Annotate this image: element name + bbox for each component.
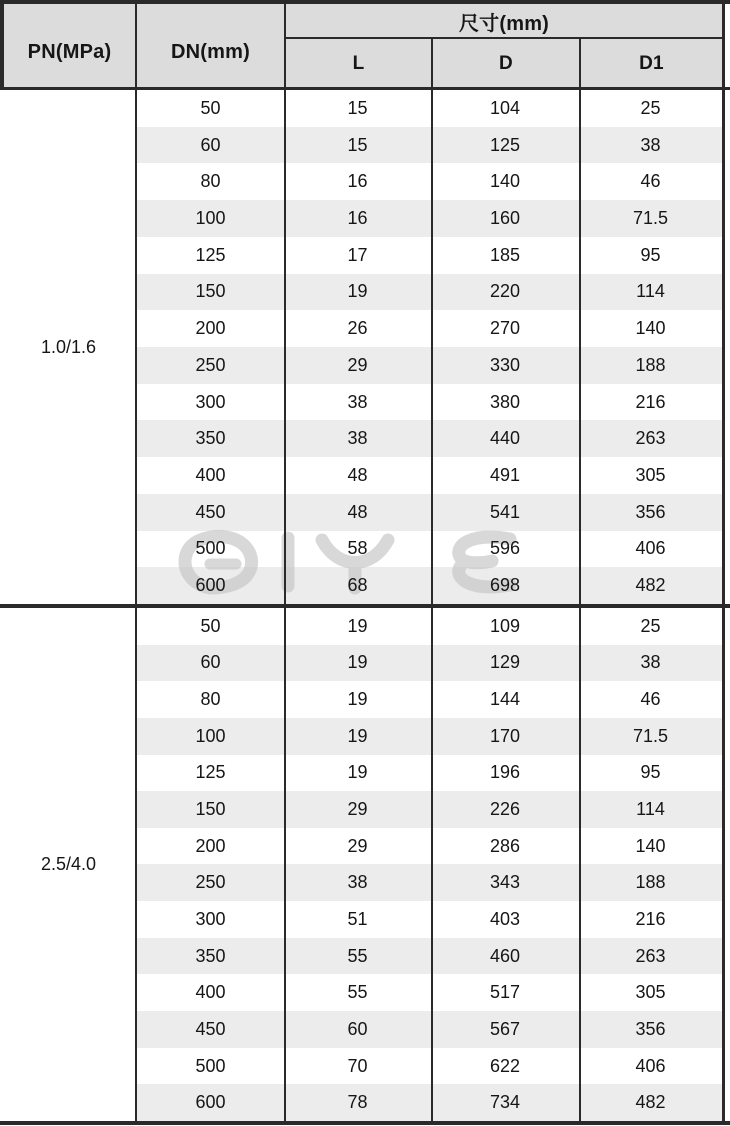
table-cell: 567 [489,1018,521,1039]
table-cell: 104 [489,97,521,118]
table-row [137,828,722,865]
table-cell: 350 [195,428,226,449]
table-cell: 58 [347,538,368,559]
table-cell: 250 [195,354,226,375]
table-cell: 100 [195,207,226,228]
header-pn: PN(MPa) [27,41,112,63]
table-cell: 491 [489,464,521,485]
pn-value: 1.0/1.6 [0,90,137,604]
table-cell: 600 [195,575,226,596]
table-cell: 29 [347,835,368,856]
table-cell: 440 [489,428,521,449]
divider-pn-dn [135,0,137,1125]
table-cell: 50 [200,615,221,636]
table-cell: 330 [489,354,521,375]
table-cell: 125 [195,244,226,265]
table-row [137,1011,722,1048]
table-cell: 95 [640,762,661,783]
table-cell: 19 [347,725,368,746]
table-cell: 38 [640,134,661,155]
table-cell: 19 [347,689,368,710]
table-cell: 48 [347,501,368,522]
table-cell: 38 [640,652,661,673]
table-cell: 50 [200,97,221,118]
group-rows [137,90,722,604]
table-row [137,681,722,718]
table-row [137,645,722,682]
table-cell: 19 [347,615,368,636]
table-row [137,531,722,568]
table-cell: 140 [635,835,666,856]
table-top-border [0,0,730,4]
table-cell: 170 [489,725,521,746]
table-cell: 125 [489,134,521,155]
table-row [137,274,722,311]
table-row [137,420,722,457]
table-cell: 226 [489,799,521,820]
table-cell: 188 [635,872,666,893]
table-row [137,237,722,274]
table-row [137,791,722,828]
table-cell: 596 [489,538,521,559]
table-cell: 160 [489,207,521,228]
table-cell: 600 [195,1092,226,1113]
table-cell: 734 [489,1092,521,1113]
table-cell: 25 [640,97,661,118]
table-cell: 200 [195,835,226,856]
table-cell: 305 [635,464,666,485]
table-cell: 80 [200,171,221,192]
table-row [137,347,722,384]
table-row [137,718,722,755]
table-cell: 380 [489,391,521,412]
table-cell: 216 [635,908,666,929]
table-cell: 263 [635,428,666,449]
table-cell: 450 [195,1018,226,1039]
header-col-d1: D1 [639,53,664,74]
table-cell: 26 [347,318,368,339]
table-row [137,974,722,1011]
table-cell: 500 [195,538,226,559]
table-cell: 400 [195,982,226,1003]
table-row [137,608,722,645]
table-cell: 71.5 [632,725,669,746]
table-row [137,457,722,494]
table-cell: 68 [347,575,368,596]
group-separator-line [0,604,730,608]
table-cell: 622 [489,1055,521,1076]
table-cell: 16 [347,171,368,192]
table-cell: 15 [347,97,368,118]
table-cell: 482 [635,575,666,596]
table-cell: 216 [635,391,666,412]
table-row [137,1084,722,1121]
table-cell: 100 [195,725,226,746]
table-cell: 109 [489,615,521,636]
table-row [137,200,722,237]
header-dn: DN(mm) [171,41,250,63]
table-cell: 70 [347,1055,368,1076]
pn-group [0,90,730,604]
table-cell: 406 [635,538,666,559]
table-row [137,310,722,347]
table-cell: 38 [347,391,368,412]
table-cell: 140 [635,318,666,339]
table-cell: 196 [489,762,521,783]
table-row [137,755,722,792]
pn-value: 2.5/4.0 [0,608,137,1121]
table-cell: 114 [636,281,665,302]
table-row [137,163,722,200]
table-cell: 286 [489,835,521,856]
table-cell: 343 [489,872,521,893]
table-cell: 114 [636,799,665,820]
table-cell: 46 [640,689,661,710]
table-cell: 19 [347,652,368,673]
group-rows [137,608,722,1121]
divider-l-d [431,37,433,1125]
table-cell: 78 [347,1092,368,1113]
table-row [137,90,722,127]
table-cell: 29 [347,354,368,375]
header-bottom-border [0,87,730,90]
table-cell: 140 [489,171,521,192]
table-cell: 250 [195,872,226,893]
table-row [137,384,722,421]
table-cell: 185 [489,244,521,265]
table-cell: 60 [200,652,221,673]
table-cell: 60 [347,1018,368,1039]
table-cell: 95 [640,244,661,265]
table-cell: 55 [347,982,368,1003]
table-cell: 541 [489,501,521,522]
table-cell: 144 [489,689,521,710]
table-row [137,494,722,531]
table-cell: 129 [489,652,521,673]
table-cell: 403 [489,908,521,929]
table-cell: 482 [635,1092,666,1113]
table-bottom-border [0,1121,730,1125]
table-cell: 300 [195,391,226,412]
table-cell: 15 [347,134,368,155]
table-cell: 406 [635,1055,666,1076]
table-cell: 46 [640,171,661,192]
pn-group [0,608,730,1121]
table-cell: 517 [489,982,521,1003]
header-size: 尺寸(mm) [458,13,550,35]
table-row [137,127,722,164]
table-cell: 48 [347,464,368,485]
table-cell: 450 [195,501,226,522]
table-cell: 188 [635,354,666,375]
table-cell: 38 [347,428,368,449]
divider-d-d1 [579,37,581,1125]
header-col-d: D [499,53,513,74]
table-cell: 71.5 [632,207,669,228]
table-right-border [722,0,725,1125]
table-cell: 200 [195,318,226,339]
divider-dn-l [284,0,286,1125]
table-row [137,1048,722,1085]
header-col-l: L [352,53,365,74]
table-cell: 263 [635,945,666,966]
table-cell: 55 [347,945,368,966]
table-row [137,938,722,975]
table-cell: 16 [347,207,368,228]
table-row [137,901,722,938]
table-cell: 125 [195,762,226,783]
table-row [137,864,722,901]
table-cell: 150 [195,799,226,820]
size-header-divider [284,37,725,39]
table-cell: 38 [347,872,368,893]
table-cell: 400 [195,464,226,485]
header-left-border [0,0,4,90]
table-cell: 500 [195,1055,226,1076]
table-cell: 29 [347,799,368,820]
table-cell: 150 [195,281,226,302]
table-cell: 220 [489,281,521,302]
table-cell: 305 [635,982,666,1003]
table-cell: 356 [635,501,666,522]
table-cell: 51 [347,908,368,929]
table-cell: 270 [489,318,521,339]
table-cell: 19 [347,281,368,302]
table-cell: 17 [347,244,368,265]
table-cell: 350 [195,945,226,966]
table-cell: 300 [195,908,226,929]
table-cell: 698 [489,575,521,596]
table-cell: 25 [640,615,661,636]
table-cell: 19 [347,762,368,783]
table-cell: 60 [200,134,221,155]
table-cell: 460 [489,945,521,966]
table-cell: 80 [200,689,221,710]
table-cell: 356 [635,1018,666,1039]
table-row [137,567,722,604]
